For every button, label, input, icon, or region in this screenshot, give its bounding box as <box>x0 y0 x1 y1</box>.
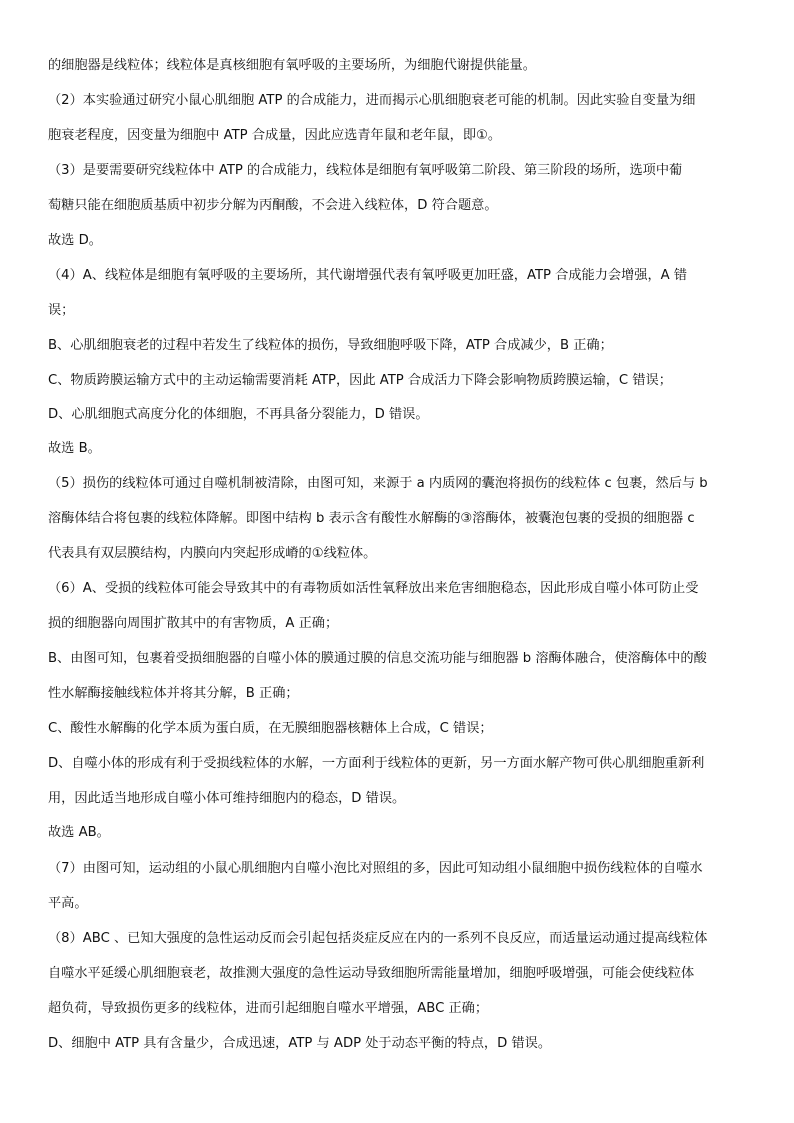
text-line: D、自噬小体的形成有利于受损线粒体的水解，一方面利于线粒体的更新，另一方面水解产物可供心肌细胞重新利 <box>48 756 705 771</box>
text-line: D、心肌细胞式高度分化的体细胞，不再具备分裂能力，D 错误。 <box>48 407 429 422</box>
text-line: （5）损伤的线粒体可通过自噬机制被清除，由图可知，来源于 a 内质网的囊泡将损伤的线粒体 c 包裹，然后与 b <box>48 476 708 491</box>
text-line: （8）ABC 、已知大强度的急性运动反而会引起包括炎症反应在内的一系列不良反应，而适量运动通过提高线粒体 <box>48 931 708 946</box>
text-line: 代表具有双层膜结构，内膜向内突起形成嵴的①线粒体。 <box>48 546 377 561</box>
text-line: B、心肌细胞衰老的过程中若发生了线粒体的损伤，导致细胞呼吸下降，ATP 合成减少，B 正确； <box>48 338 613 353</box>
text-line: B、由图可知，包裹着受损细胞器的自噬小体的膜通过膜的信息交流功能与细胞器 b 溶酶体融合，使溶酶体中的酸 <box>48 651 707 666</box>
text-line: 平高。 <box>48 896 88 911</box>
text-line: 胞衰老程度，因变量为细胞中 ATP 合成量，因此应选青年鼠和老年鼠，即①。 <box>48 128 502 143</box>
text-line: 性水解酶接触线粒体并将其分解，B 正确； <box>48 686 299 701</box>
text-line: 萄糖只能在细胞质基质中初步分解为丙酮酸，不会进入线粒体，D 符合题意。 <box>48 198 498 213</box>
text-line: （4）A、线粒体是细胞有氧呼吸的主要场所，其代谢增强代表有氧呼吸更加旺盛，ATP 合成能力会增强，A 错 <box>48 268 688 283</box>
text-line: 自噬水平延缓心肌细胞衰老，故推测大强度的急性运动导致细胞所需能量增加，细胞呼吸增强，可能会使线粒体 <box>48 966 695 981</box>
text-line: C、酸性水解酶的化学本质为蛋白质，在无膜细胞器核糖体上合成，C 错误； <box>48 721 493 736</box>
text-line: （3）是要需要研究线粒体中 ATP 的合成能力，线粒体是细胞有氧呼吸第二阶段、第三阶段的场所，选项中葡 <box>48 163 683 178</box>
text-line: （2）本实验通过研究小鼠心肌细胞 ATP 的合成能力，进而揭示心肌细胞衰老可能的机制。因此实验自变量为细 <box>48 93 696 108</box>
text-line: 误； <box>48 303 75 318</box>
text-line: D、细胞中 ATP 具有含量少，合成迅速，ATP 与 ADP 处于动态平衡的特点，D 错误。 <box>48 1036 552 1051</box>
text-line: （6）A、受损的线粒体可能会导致其中的有毒物质如活性氧释放出来危害细胞稳态，因此形成自噬小体可防止受 <box>48 581 699 596</box>
text-line: 故选 D。 <box>48 233 102 248</box>
text-line: 故选 B。 <box>48 441 101 456</box>
text-line: 损的细胞器向周围扩散其中的有害物质，A 正确； <box>48 616 339 631</box>
text-line: 的细胞器是线粒体；线粒体是真核细胞有氧呼吸的主要场所，为细胞代谢提供能量。 <box>48 58 536 73</box>
text-line: 溶酶体结合将包裹的线粒体降解。即图中结构 b 表示含有酸性水解酶的③溶酶体，被囊泡包裹的受损的细胞器 c <box>48 511 695 526</box>
text-line: C、物质跨膜运输方式中的主动运输需要消耗 ATP，因此 ATP 合成活力下降会影响物质跨膜运输，C 错误； <box>48 373 672 388</box>
text-line: 用，因此适当地形成自噬小体可维持细胞内的稳态，D 错误。 <box>48 791 406 806</box>
text-line: （7）由图可知，运动组的小鼠心肌细胞内自噬小泡比对照组的多，因此可知动组小鼠细胞中损伤线粒体的自噬水 <box>48 861 703 876</box>
text-line: 超负荷，导致损伤更多的线粒体，进而引起细胞自噬水平增强，ABC 正确； <box>48 1001 489 1016</box>
text-line: 故选 AB。 <box>48 825 110 840</box>
